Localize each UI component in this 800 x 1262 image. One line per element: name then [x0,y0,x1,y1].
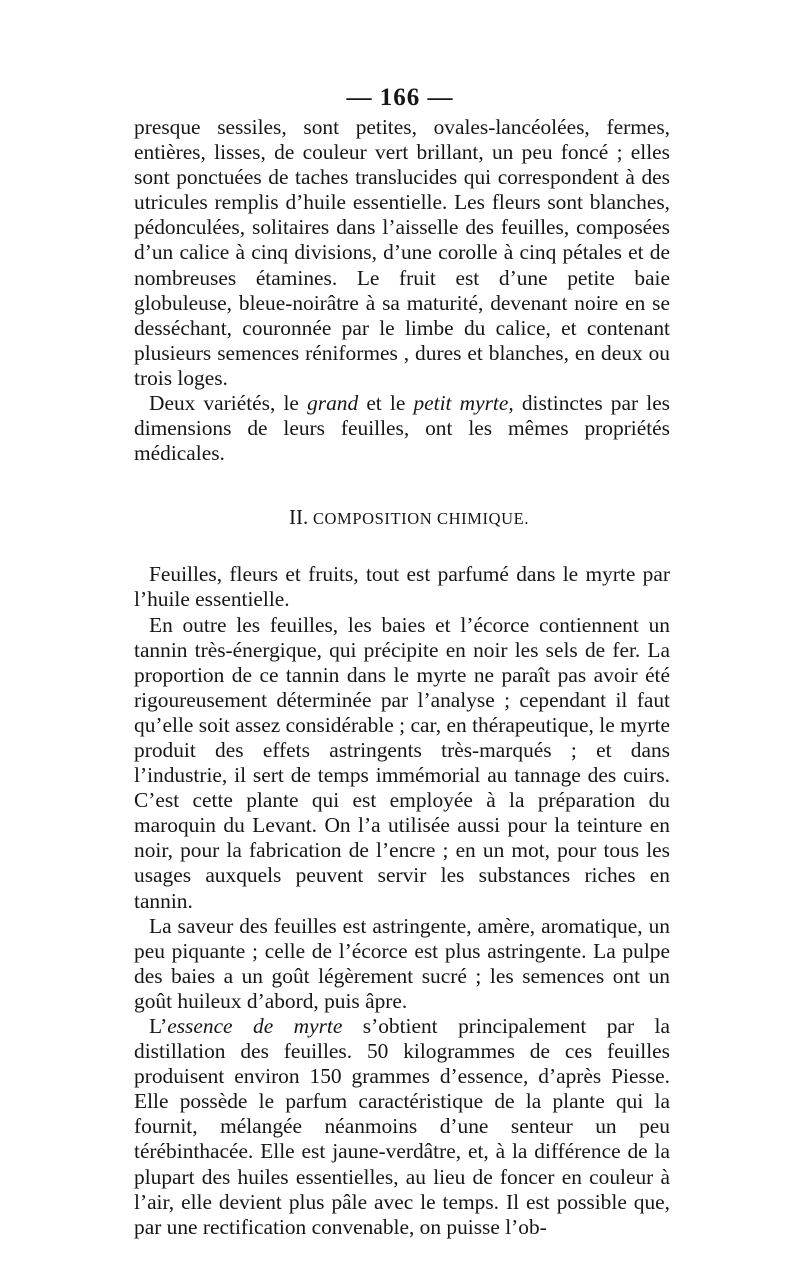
paragraph-saveur: La saveur des feuilles est astringente, amère, aromatique, un peu piquante ; celle de l’écorce est plus astringente. La pulpe des baies a un goût légèrement sucré ; les semences ont un goût huileux d’abord, puis âpre. [134,913,670,1013]
essence-text: s’obtient principalement par la distillation des feuilles. 50 kilogrammes de ces feuilles produisent environ 150 grammes d’essence, d’après Piesse. Elle possède le parfum caractéristique de la plante qui la fournit, mélangée néanmoins d’une senteur un peu térébinthacée. Elle est jaune-verdâtre, et, à la différence de la plupart des huiles essentielles, au lieu de foncer en couleur à l’air, elle devient plus pâle avec le temps. Il est possible que, par une rectification convenable, on puisse l’ob- [134,1014,670,1239]
essence-term: essence de myrte [167,1014,343,1038]
varieties-text-c: , distinctes par les dimensions de leurs feuilles, ont les mêmes propriétés médicales. [134,391,671,466]
paragraph-botanical-description: presque sessiles, sont petites, ovales-lancéolées, fermes, entières, lisses, de couleur vert brillant, un peu foncé ; elles sont ponctuées de taches translucides qui correspondent à des utricules remplis d’huile essentielle. Les fleurs sont blanches, pédonculées, solitaires dans l’aisselle des feuilles, composées d’un calice à cinq divisions, d’une corolle à cinq pétales et de nombreuses étamines. Le fruit est d’une petite baie globuleuse, bleue-noirâtre à sa maturité, devenant noire en se desséchant, couronnée par le limbe du calice, et contenant plusieurs semences réniformes , dures et blanches, en deux ou trois loges. [134,115,670,390]
paragraph-essence [134,1014,670,1240]
essence-lead: L’ [149,1014,168,1038]
page-body [134,115,670,1240]
varieties-text-b: et le [358,391,414,416]
section-title: COMPOSITION CHIMIQUE. [312,509,530,529]
page-number: — 166 — [346,84,454,111]
paragraph-parfum: Feuilles, fleurs et fruits, tout est parfumé dans le myrte par l’huile essentielle. [134,562,670,612]
paragraph-tannin: En outre les feuilles, les baies et l’écorce contiennent un tannin très-énergique, qui précipite en noir les sels de fer. La proportion de ce tannin dans le myrte ne paraît pas avoir été rigoureusement déterminée par l’analyse ; cependant il faut qu’elle soit assez considérable ; car, en thérapeutique, le myrte produit des effets astringents très-marqués ; et dans l’industrie, il sert de temps immémorial au tannage des cuirs. C’est cette plante qui est employée à la préparation du maroquin du Levant. On l’a utilisée aussi pour la teinture en noir, pour la fabrication de l’encre ; en un mot, pour tous les usages auxquels peuvent servir les substances riches en tannin. [134,612,670,913]
varieties-text-a: Deux variétés, le [149,391,308,416]
grand-term: grand [307,391,359,416]
petit-myrte-term: petit myrte [413,391,509,416]
section-heading [134,505,670,529]
paragraph-varieties [134,391,670,466]
section-number: II. [288,505,309,530]
